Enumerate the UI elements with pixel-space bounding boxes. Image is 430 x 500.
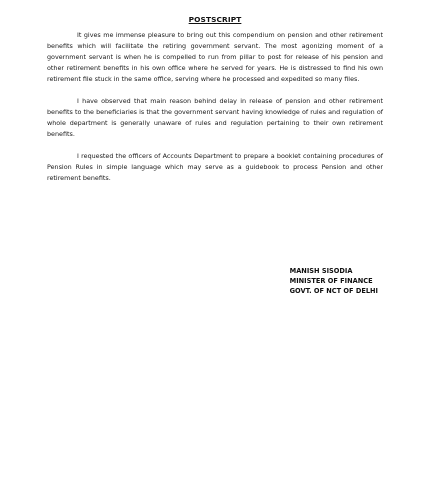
signatory-name: MANISH SISODIA [289, 267, 353, 275]
signature-block [290, 266, 378, 296]
signatory-designation: MINISTER OF FINANCE [289, 277, 373, 285]
page-title: POSTSCRIPT [188, 15, 242, 24]
signatory-organization: GOVT. OF NCT OF DELHI [289, 287, 378, 295]
paragraph-2: I have observed that main reason behind delay in release of pension and other retirement benefits to the beneficiaries is that the government servant having knowledge of rules and regulation of whole department is generally unaware of rules and regulation pertaining to their own retirement benefits. [47, 97, 383, 138]
paragraph-3: I requested the officers of Accounts Department to prepare a booklet containing procedures of Pension Rules in simple language which may serve as a guidebook to process Pension and other retirement benefits. [47, 152, 383, 182]
paragraph-1: It gives me immense pleasure to bring out this compendium on pension and other retirement benefits which will facilitate the retiring government servant. The most agonizing moment of a government servant is when he is compelled to run from pillar to post for release of his pension and other retirement benefits in his own office where he served for years. He is distressed to find his own retirement file stuck in the same office, serving where he processed and expedited so many files. [47, 31, 383, 83]
